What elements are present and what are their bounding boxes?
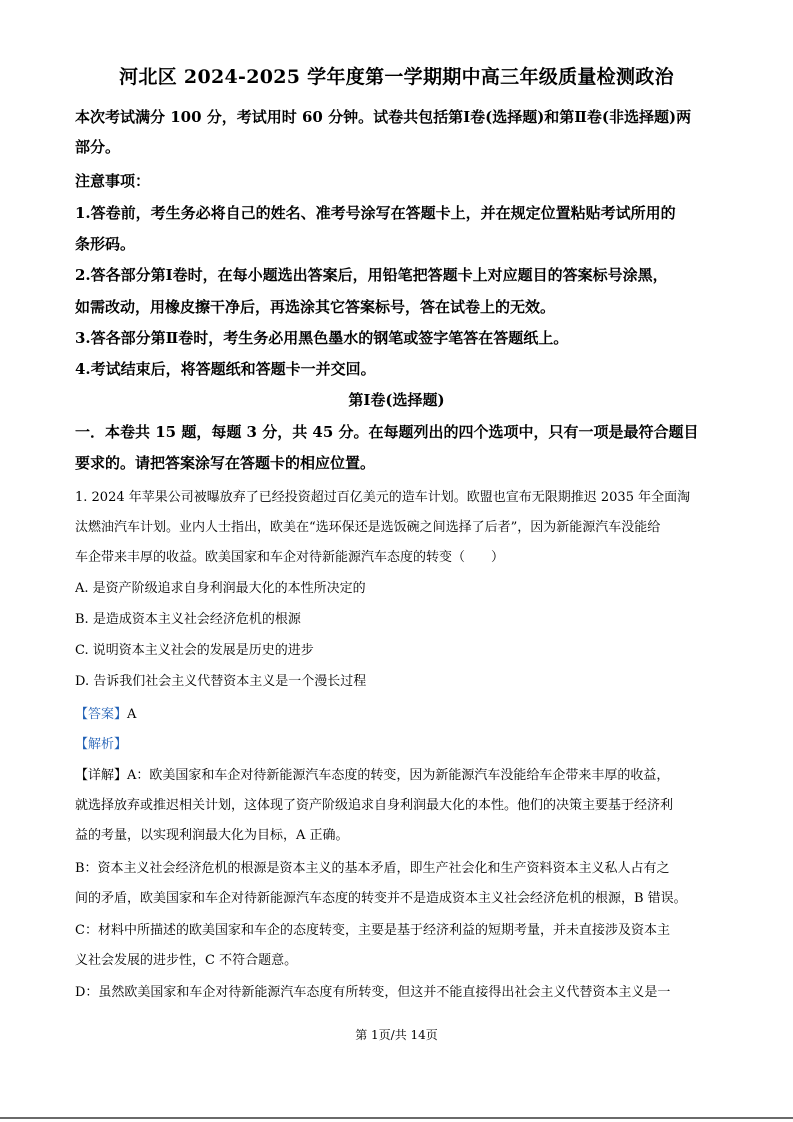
detail-line: D：虽然欧美国家和车企对待新能源汽车态度有所转变，但这并不能直接得出社会主义代替资本主义是一: [75, 985, 671, 1000]
analysis-label: 【解析】: [75, 737, 128, 752]
answer-value: A: [127, 707, 137, 722]
detail-line: 益的考量，以实现利润最大化为目标，A 正确。: [75, 828, 349, 843]
section-instruction: 要求的。请把答案涂写在答题卡的相应位置。: [75, 454, 376, 472]
detail-line: [75, 764, 723, 783]
page-bottom-divider: [0, 1117, 793, 1119]
option-b: B. 是造成资本主义社会经济危机的根源: [75, 612, 301, 627]
answer-row: [75, 703, 723, 722]
detail-line: 义社会发展的进步性，C 不符合题意。: [75, 953, 298, 968]
answer-label: 【答案】: [75, 707, 128, 722]
note-line: 3.答各部分第Ⅱ卷时，考生务必用黑色墨水的钢笔或签字笔答在答题纸上。: [75, 329, 569, 347]
page-number: 第 1页/共 14页: [355, 1028, 438, 1042]
page-title: 河北区 2024-2025 学年度第一学期期中高三年级质量检测政治: [119, 66, 674, 88]
detail-line: 间的矛盾，欧美国家和车企对待新能源汽车态度的转变并不是造成资本主义社会经济危机的根源，B 错误。: [75, 891, 687, 906]
option-d: D. 告诉我们社会主义代替资本主义是一个漫长过程: [75, 674, 367, 689]
note-line: 1.答卷前，考生务必将自己的姓名、准考号涂写在答题卡上，并在规定位置粘贴考试所用的: [75, 204, 676, 222]
detail-line: C：材料中所描述的欧美国家和车企的态度转变，主要是基于经济利益的短期考量，并未直接涉及资本主: [75, 923, 670, 938]
option-c: C. 说明资本主义社会的发展是历史的进步: [75, 643, 314, 658]
note-line: 如需改动，用橡皮擦干净后，再选涂其它答案标号，答在试卷上的无效。: [75, 298, 556, 316]
note-line: 条形码。: [75, 235, 136, 253]
detail-text: A：欧美国家和车企对待新能源汽车态度的转变，因为新能源汽车没能给车企带来丰厚的收益，: [127, 768, 670, 783]
option-a: A. 是资产阶级追求自身利润最大化的本性所决定的: [75, 581, 366, 596]
question-stem-line: 1. 2024 年苹果公司被曝放弃了已经投资超过百亿美元的造车计划。欧盟也宣布无限期推迟 2035 年全面淘: [75, 490, 691, 505]
detail-line: 就选择放弃或推迟相关计划，这体现了资产阶级追求自身利润最大化的本性。他们的决策主要基于经济利: [75, 798, 674, 813]
note-line: 2.答各部分第Ⅰ卷时，在每小题选出答案后，用铅笔把答题卡上对应题目的答案标号涂黑，: [75, 266, 668, 284]
intro-line-2: 部分。: [75, 138, 121, 156]
section-title: 第Ⅰ卷(选择题): [348, 391, 445, 409]
note-line: 4.考试结束后，将答题纸和答题卡一并交回。: [75, 360, 376, 378]
detail-line: B：资本主义社会经济危机的根源是资本主义的基本矛盾，即生产社会化和生产资料资本主义私人占有之: [75, 861, 670, 876]
detail-label: 【详解】: [75, 768, 128, 783]
question-stem-line: 车企带来丰厚的收益。欧美国家和车企对待新能源汽车态度的转变（ ）: [75, 550, 505, 565]
question-stem-line: 汰燃油汽车计划。业内人士指出，欧美在“选环保还是选饭碗之间选择了后者”，因为新能源汽车没能给: [75, 520, 661, 535]
intro-line-1: 本次考试满分 100 分，考试用时 60 分钟。试卷共包括第Ⅰ卷(选择题)和第Ⅱ卷(非选择题)两: [75, 108, 692, 126]
section-instruction: 一．本卷共 15 题，每题 3 分，共 45 分。在每题列出的四个选项中，只有一项是最符合题目: [75, 423, 699, 441]
notes-heading: 注意事项：: [75, 172, 151, 190]
